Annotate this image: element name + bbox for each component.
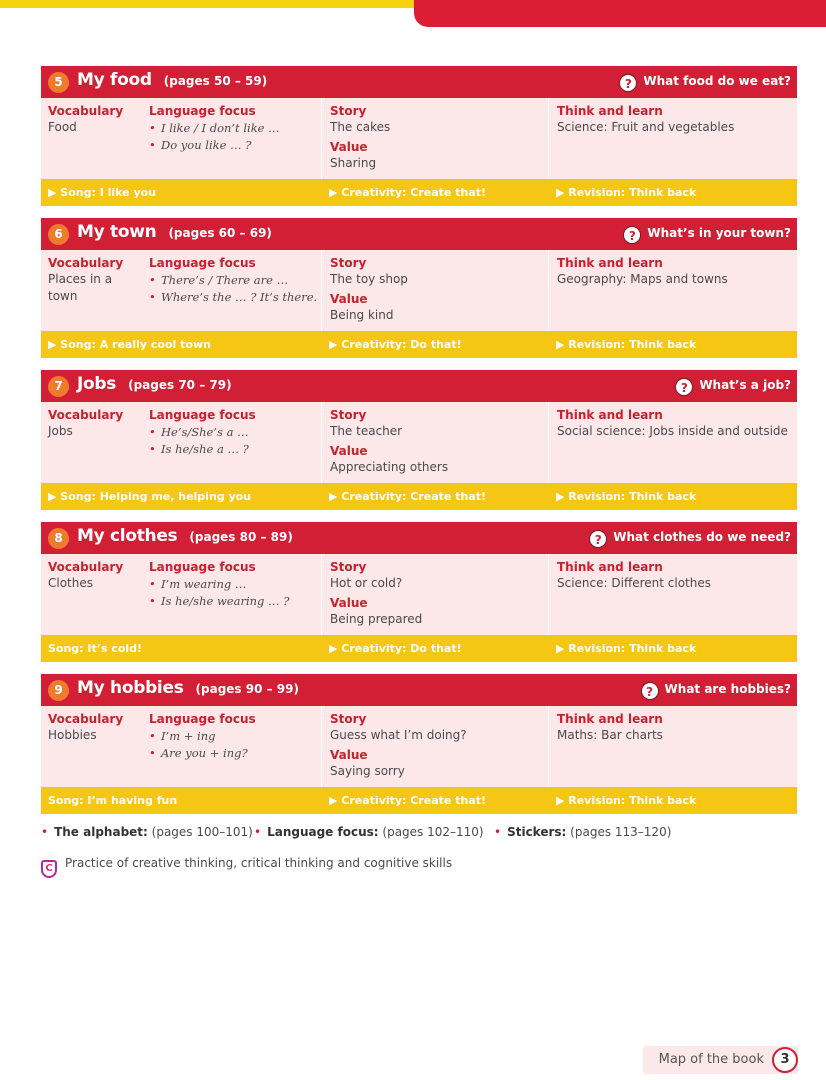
- revision-label: ▶ Revision: Think back: [556, 794, 697, 807]
- vocabulary-label: Vocabulary: [48, 408, 124, 422]
- unit-pages: (pages 70 – 79): [128, 378, 232, 392]
- top-red-tab: [414, 0, 826, 27]
- think-and-learn-label: Think and learn: [557, 408, 663, 422]
- unit-body: [41, 554, 797, 635]
- unit-pages: (pages 90 – 99): [195, 682, 299, 696]
- question-mark-icon: ?: [623, 226, 641, 244]
- language-focus-item: • Are you + ing?: [149, 745, 321, 762]
- story-text: The toy shop: [330, 272, 408, 286]
- think-and-learn-label: Think and learn: [557, 560, 663, 574]
- question-mark-icon: ?: [619, 74, 637, 92]
- unit-question: [589, 530, 791, 548]
- creativity-label: ▶ Creativity: Create that!: [329, 490, 487, 503]
- bullet-dot: •: [494, 825, 502, 839]
- language-focus-item: • I’m wearing …: [149, 576, 321, 593]
- unit-header: [41, 674, 797, 706]
- unit-title: [77, 70, 267, 90]
- unit-title: [77, 526, 293, 546]
- think-and-learn-column: [549, 250, 797, 331]
- story-label: Story: [330, 408, 367, 422]
- bullet-pages: (pages 100–101): [151, 825, 253, 839]
- story-column: [322, 250, 549, 331]
- value-label: Value: [330, 596, 368, 610]
- vocabulary-text: Food: [48, 120, 77, 134]
- language-focus-item: • I like / I don’t like …: [149, 120, 321, 137]
- creativity-label: ▶ Creativity: Create that!: [329, 794, 487, 807]
- think-and-learn-label: Think and learn: [557, 712, 663, 726]
- language-focus-label: Language focus: [149, 712, 256, 726]
- unit-title: [77, 374, 232, 394]
- revision-label: ▶ Revision: Think back: [556, 186, 697, 199]
- language-focus-label: Language focus: [149, 104, 256, 118]
- language-focus-item: • Is he/she wearing … ?: [149, 593, 321, 610]
- think-and-learn-text: Science: Different clothes: [557, 576, 711, 590]
- question-mark-icon: ?: [589, 530, 607, 548]
- value-label: Value: [330, 292, 368, 306]
- story-text: Guess what I’m doing?: [330, 728, 467, 742]
- language-focus-column: [141, 98, 322, 179]
- song-label: Song: I’m having fun: [48, 794, 178, 807]
- story-column: [322, 554, 549, 635]
- vocabulary-text: Places in a town: [48, 272, 113, 303]
- unit-number-badge: 7: [48, 376, 69, 397]
- unit-pages: (pages 60 – 69): [168, 226, 272, 240]
- song-label: Song: It’s cold!: [48, 642, 143, 655]
- think-and-learn-label: Think and learn: [557, 104, 663, 118]
- language-focus-column: [141, 706, 322, 787]
- language-focus-list: [149, 576, 321, 610]
- unit-header: [41, 66, 797, 98]
- vocabulary-column: [41, 706, 141, 787]
- unit-title-text: My food: [77, 70, 152, 90]
- unit-header: [41, 218, 797, 250]
- unit-question-text: What are hobbies?: [664, 682, 791, 696]
- language-focus-item: • Is he/she a … ?: [149, 441, 321, 458]
- unit-9: [41, 674, 797, 814]
- unit-number-badge: 5: [48, 72, 69, 93]
- unit-footer: [41, 483, 797, 510]
- unit-title-text: My hobbies: [77, 678, 184, 698]
- song-label: ▶ Song: Helping me, helping you: [48, 490, 252, 503]
- bullet-dot: •: [254, 825, 262, 839]
- value-text: Being prepared: [330, 612, 423, 626]
- language-focus-list: [149, 424, 321, 458]
- think-and-learn-text: Maths: Bar charts: [557, 728, 663, 742]
- vocabulary-column: [41, 402, 141, 483]
- story-label: Story: [330, 104, 367, 118]
- unit-footer: [41, 635, 797, 662]
- unit-number-badge: 9: [48, 680, 69, 701]
- language-focus-item: • He’s/She’s a …: [149, 424, 321, 441]
- unit-question: [623, 226, 791, 244]
- unit-question-text: What food do we eat?: [643, 74, 791, 88]
- unit-question-text: What clothes do we need?: [613, 530, 791, 544]
- story-label: Story: [330, 712, 367, 726]
- language-focus-label: Language focus: [149, 256, 256, 270]
- song-label: ▶ Song: A really cool town: [48, 338, 211, 351]
- legend: [41, 856, 452, 878]
- vocabulary-text: Clothes: [48, 576, 93, 590]
- language-focus-label: Language focus: [149, 408, 256, 422]
- revision-label: ▶ Revision: Think back: [556, 338, 697, 351]
- creativity-label: ▶ Creativity: Create that!: [329, 186, 487, 199]
- revision-label: ▶ Revision: Think back: [556, 642, 697, 655]
- vocabulary-label: Vocabulary: [48, 712, 124, 726]
- language-focus-item: • There’s / There are …: [149, 272, 321, 289]
- story-label: Story: [330, 256, 367, 270]
- unit-header: [41, 522, 797, 554]
- vocabulary-column: [41, 98, 141, 179]
- unit-title-text: My clothes: [77, 526, 178, 546]
- unit-number-badge: 8: [48, 528, 69, 549]
- unit-question-text: What’s a job?: [699, 378, 791, 392]
- value-text: Saying sorry: [330, 764, 405, 778]
- think-and-learn-column: [549, 554, 797, 635]
- unit-number-badge: 6: [48, 224, 69, 245]
- story-column: [322, 402, 549, 483]
- value-text: Being kind: [330, 308, 394, 322]
- vocabulary-label: Vocabulary: [48, 256, 124, 270]
- unit-pages: (pages 50 – 59): [163, 74, 268, 88]
- value-label: Value: [330, 444, 368, 458]
- language-focus-column: [141, 554, 322, 635]
- unit-body: [41, 706, 797, 787]
- unit-6: [41, 218, 797, 358]
- creativity-label: ▶ Creativity: Do that!: [329, 338, 462, 351]
- footer-label-text: Map of the book: [658, 1052, 764, 1067]
- legend-text: Practice of creative thinking, critical thinking and cognitive skills: [65, 856, 453, 870]
- story-text: The teacher: [330, 424, 403, 438]
- story-column: [322, 98, 549, 179]
- unit-body: [41, 98, 797, 179]
- unit-8: [41, 522, 797, 662]
- unit-title-text: My town: [77, 222, 157, 242]
- unit-title: [77, 222, 272, 242]
- value-text: Sharing: [330, 156, 377, 170]
- value-label: Value: [330, 140, 368, 154]
- bullet-label: The alphabet:: [54, 825, 148, 839]
- creativity-label: ▶ Creativity: Do that!: [329, 642, 462, 655]
- bullet-language-focus: [254, 825, 484, 839]
- vocabulary-text: Jobs: [48, 424, 73, 438]
- story-label: Story: [330, 560, 367, 574]
- unit-body: [41, 250, 797, 331]
- bullet-label: Language focus:: [267, 825, 379, 839]
- bullet-label: Stickers:: [507, 825, 567, 839]
- think-and-learn-text: Social science: Jobs inside and outside: [557, 424, 788, 438]
- language-focus-column: [141, 402, 322, 483]
- language-focus-item: • Do you like … ?: [149, 137, 321, 154]
- unit-pages: (pages 80 – 89): [189, 530, 293, 544]
- language-focus-column: [141, 250, 322, 331]
- page-number: 3: [772, 1047, 798, 1073]
- bullet-dot: •: [41, 825, 49, 839]
- page-footer: [643, 1046, 798, 1074]
- unit-question: [675, 378, 791, 396]
- value-text: Appreciating others: [330, 460, 449, 474]
- vocabulary-text: Hobbies: [48, 728, 97, 742]
- think-and-learn-column: [549, 706, 797, 787]
- unit-footer: [41, 179, 797, 206]
- unit-title-text: Jobs: [77, 374, 117, 394]
- bullet-alphabet: [41, 825, 253, 839]
- shield-c-icon: C: [41, 860, 57, 878]
- vocabulary-column: [41, 554, 141, 635]
- think-and-learn-column: [549, 98, 797, 179]
- unit-body: [41, 402, 797, 483]
- unit-footer: [41, 787, 797, 814]
- question-mark-icon: ?: [675, 378, 693, 396]
- revision-label: ▶ Revision: Think back: [556, 490, 697, 503]
- think-and-learn-text: Geography: Maps and towns: [557, 272, 728, 286]
- language-focus-list: [149, 272, 321, 306]
- language-focus-label: Language focus: [149, 560, 256, 574]
- story-column: [322, 706, 549, 787]
- vocabulary-label: Vocabulary: [48, 560, 124, 574]
- unit-title: [77, 678, 299, 698]
- language-focus-item: • I’m + ing: [149, 728, 321, 745]
- value-label: Value: [330, 748, 368, 762]
- language-focus-list: [149, 120, 321, 154]
- think-and-learn-text: Science: Fruit and vegetables: [557, 120, 735, 134]
- vocabulary-column: [41, 250, 141, 331]
- question-mark-icon: ?: [641, 682, 659, 700]
- bullet-pages: (pages 113–120): [570, 825, 672, 839]
- unit-question: [619, 74, 791, 92]
- story-text: The cakes: [330, 120, 391, 134]
- bullet-pages: (pages 102–110): [382, 825, 484, 839]
- unit-footer: [41, 331, 797, 358]
- think-and-learn-column: [549, 402, 797, 483]
- unit-question: [641, 682, 791, 700]
- unit-5: [41, 66, 797, 206]
- song-label: ▶ Song: I like you: [48, 186, 157, 199]
- think-and-learn-label: Think and learn: [557, 256, 663, 270]
- vocabulary-label: Vocabulary: [48, 104, 124, 118]
- unit-question-text: What’s in your town?: [647, 226, 791, 240]
- language-focus-item: • Where’s the … ? It’s there.: [149, 289, 321, 306]
- unit-7: [41, 370, 797, 510]
- unit-header: [41, 370, 797, 402]
- bullet-stickers: [494, 825, 671, 839]
- language-focus-list: [149, 728, 321, 762]
- story-text: Hot or cold?: [330, 576, 403, 590]
